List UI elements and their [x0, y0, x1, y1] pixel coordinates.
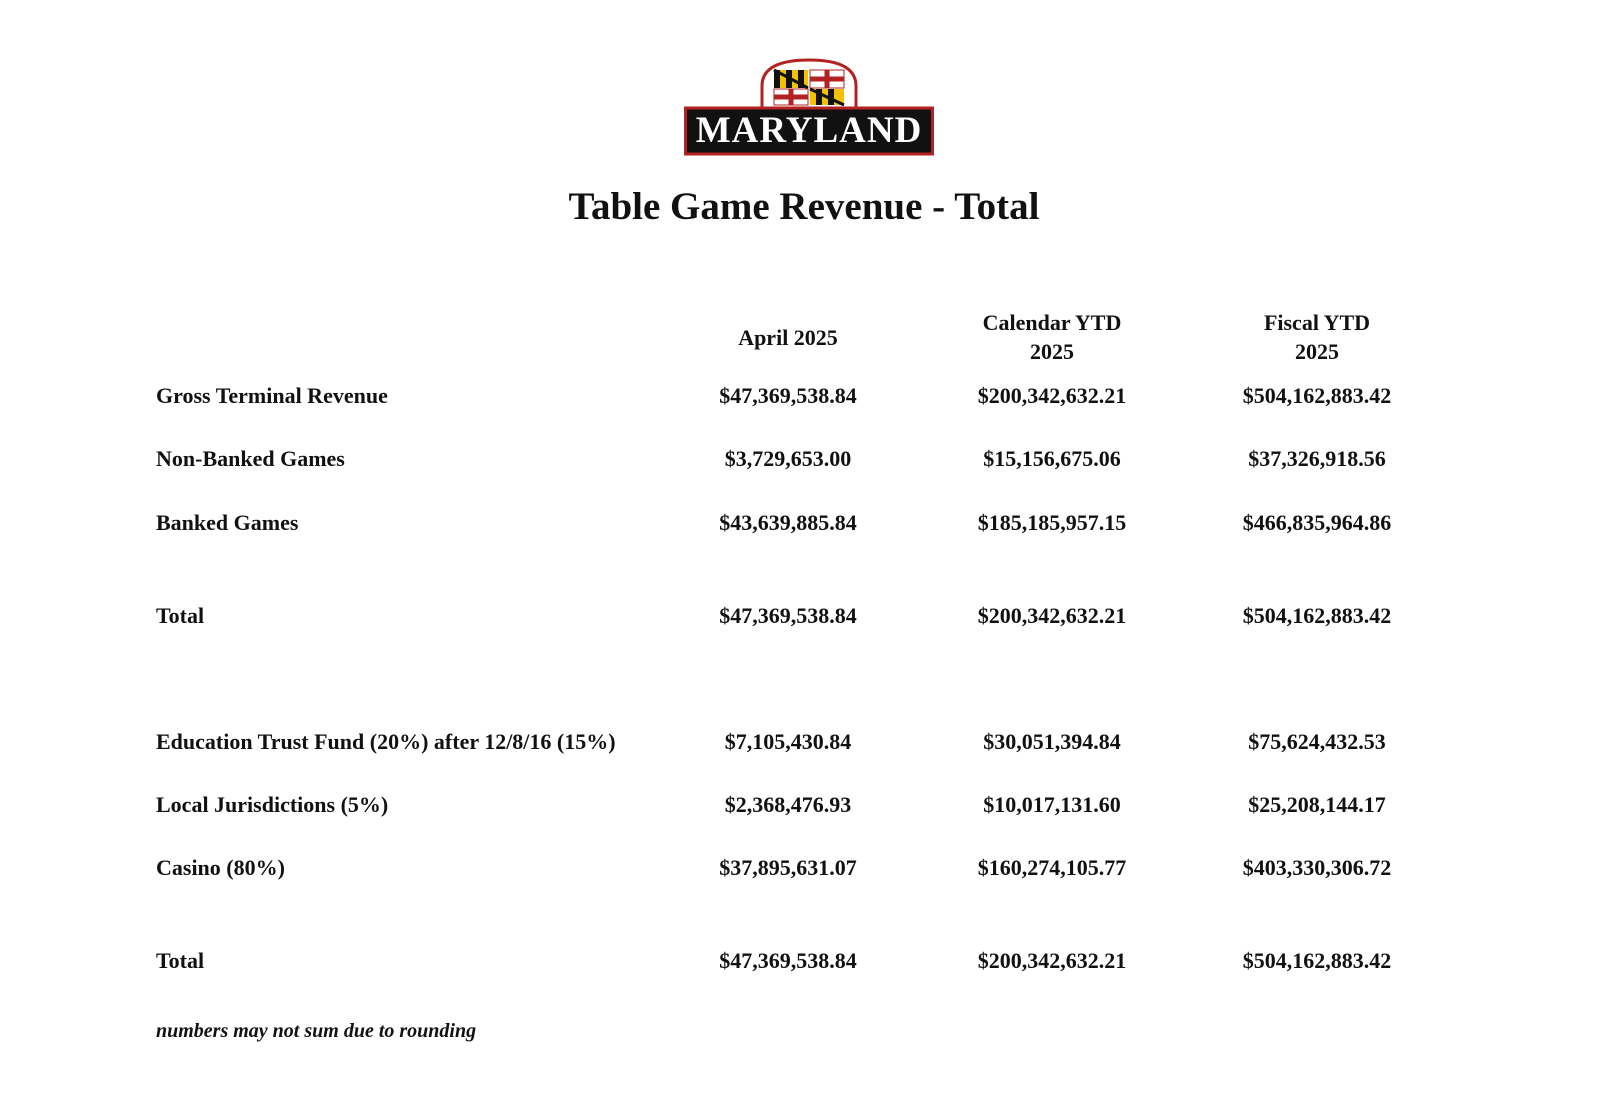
- row-value-april: $2,368,476.93: [724, 792, 852, 817]
- row-label: Casino (80%): [156, 855, 285, 880]
- row-value-calendar-ytd: $200,342,632.21: [977, 383, 1127, 408]
- footnote: numbers may not sum due to rounding: [156, 1020, 477, 1042]
- row-label: Non-Banked Games: [156, 446, 345, 471]
- column-header-calendar-ytd: [922, 308, 1182, 366]
- row-label: Gross Terminal Revenue: [156, 383, 388, 408]
- row-value-fiscal-ytd: $25,208,144.17: [1248, 792, 1386, 817]
- row-value-april: $47,369,538.84: [719, 948, 857, 973]
- row-label: Banked Games: [156, 510, 299, 535]
- column-header-line: Fiscal YTD: [1263, 310, 1371, 335]
- row-value-april: $7,105,430.84: [724, 729, 852, 754]
- column-header-fiscal-ytd: [1187, 308, 1447, 366]
- row-value-fiscal-ytd: $504,162,883.42: [1242, 948, 1392, 973]
- row-label: Education Trust Fund (20%) after 12/8/16 (15%): [156, 729, 616, 754]
- row-value-fiscal-ytd: $504,162,883.42: [1242, 383, 1392, 408]
- row-value-april: $47,369,538.84: [719, 383, 857, 408]
- row-label: Total: [156, 603, 205, 628]
- row-label: Local Jurisdictions (5%): [156, 792, 389, 817]
- row-label: Total: [156, 948, 205, 973]
- column-header-line: 2025: [1295, 339, 1339, 364]
- maryland-logo: [684, 56, 934, 156]
- page-title: Table Game Revenue - Total: [568, 185, 1040, 228]
- row-value-april: $47,369,538.84: [719, 603, 857, 628]
- row-value-fiscal-ytd: $75,624,432.53: [1248, 729, 1386, 754]
- row-value-fiscal-ytd: $504,162,883.42: [1242, 603, 1392, 628]
- row-value-calendar-ytd: $200,342,632.21: [977, 948, 1127, 973]
- row-value-calendar-ytd: $15,156,675.06: [983, 446, 1121, 471]
- column-header-line: 2025: [1030, 339, 1074, 364]
- row-value-april: $3,729,653.00: [724, 446, 852, 471]
- row-value-fiscal-ytd: $403,330,306.72: [1242, 855, 1392, 880]
- column-header-line: Calendar YTD: [982, 310, 1122, 335]
- logo-text: MARYLAND: [695, 110, 923, 151]
- row-value-april: $43,639,885.84: [719, 510, 857, 535]
- row-value-calendar-ytd: $10,017,131.60: [983, 792, 1121, 817]
- row-value-april: $37,895,631.07: [719, 855, 857, 880]
- row-value-calendar-ytd: $160,274,105.77: [977, 855, 1127, 880]
- row-value-calendar-ytd: $185,185,957.15: [977, 510, 1127, 535]
- row-value-calendar-ytd: $30,051,394.84: [983, 729, 1121, 754]
- row-value-fiscal-ytd: $466,835,964.86: [1242, 510, 1392, 535]
- row-value-calendar-ytd: $200,342,632.21: [977, 603, 1127, 628]
- row-value-fiscal-ytd: $37,326,918.56: [1248, 446, 1386, 471]
- column-header-line: April 2025: [738, 325, 838, 350]
- column-header-april-2025: [658, 323, 918, 352]
